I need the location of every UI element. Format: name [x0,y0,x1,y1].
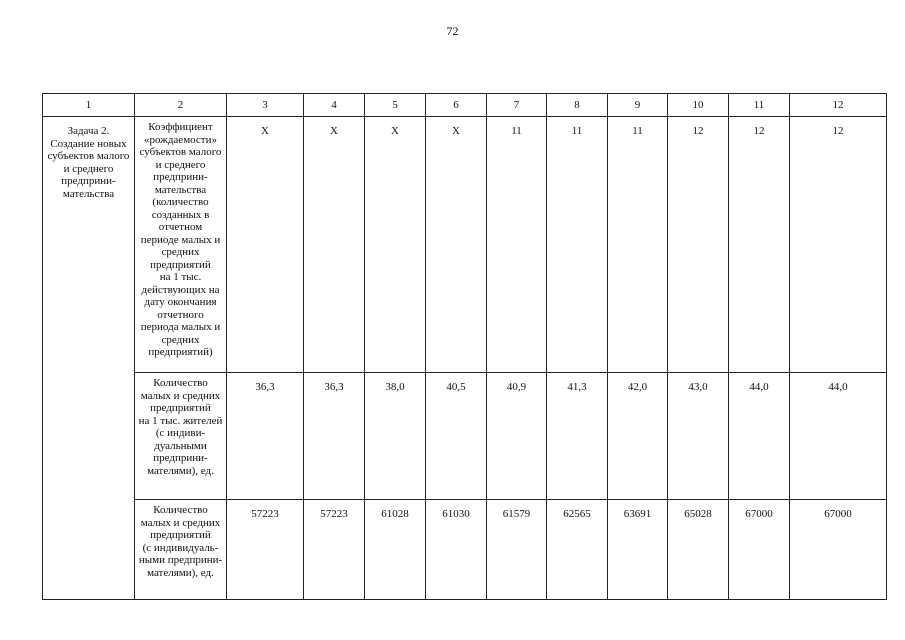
value-cell: 62565 [547,500,608,600]
value-cell: 41,3 [547,373,608,500]
indicator-cell: Количество малых и средних предприятий (с индивидуаль- ными предприни- мателями), ед. [135,500,227,600]
column-number: 7 [487,94,547,117]
value-cell: 40,9 [487,373,547,500]
value-cell: 38,0 [365,373,426,500]
page-number: 72 [446,24,459,38]
indicator-table [42,93,887,600]
value-cell: 36,3 [227,373,304,500]
value-cell: 65028 [668,500,729,600]
value-cell: 67000 [790,500,887,600]
value-cell: 61030 [426,500,487,600]
task-cell: Задача 2. Создание новых субъектов малого и среднего предприни- мательства [43,117,135,600]
value-cell: 67000 [729,500,790,600]
value-cell: X [365,117,426,373]
value-cell: 57223 [304,500,365,600]
table-row [43,373,887,500]
value-cell: 61028 [365,500,426,600]
value-cell: 44,0 [790,373,887,500]
value-cell: 40,5 [426,373,487,500]
value-cell: 12 [790,117,887,373]
column-number: 4 [304,94,365,117]
column-number: 10 [668,94,729,117]
column-number: 12 [790,94,887,117]
value-cell: 57223 [227,500,304,600]
value-cell: 11 [608,117,668,373]
value-cell: X [304,117,365,373]
value-cell: 11 [547,117,608,373]
value-cell: 42,0 [608,373,668,500]
value-cell: 44,0 [729,373,790,500]
column-number-row [43,94,887,117]
column-number: 1 [43,94,135,117]
value-cell: 43,0 [668,373,729,500]
column-number: 5 [365,94,426,117]
value-cell: X [426,117,487,373]
column-number: 2 [135,94,227,117]
value-cell: 12 [729,117,790,373]
column-number: 6 [426,94,487,117]
column-number: 11 [729,94,790,117]
table-row [43,500,887,600]
column-number: 8 [547,94,608,117]
column-number: 3 [227,94,304,117]
value-cell: 36,3 [304,373,365,500]
value-cell: X [227,117,304,373]
column-number: 9 [608,94,668,117]
value-cell: 11 [487,117,547,373]
value-cell: 12 [668,117,729,373]
indicator-cell: Количество малых и средних предприятий на 1 тыс. жителей (с индиви- дуальными предприни- мателями), ед. [135,373,227,500]
table-row [43,117,887,373]
indicator-cell: Коэффициент «рождаемости» субъектов малого и среднего предприни- мательства (количество созданных в отчетном периоде малых и средних предприятий на 1 тыс. действующих на дату окончания отчетного периода малых и средних предприятий) [135,117,227,373]
value-cell: 63691 [608,500,668,600]
value-cell: 61579 [487,500,547,600]
